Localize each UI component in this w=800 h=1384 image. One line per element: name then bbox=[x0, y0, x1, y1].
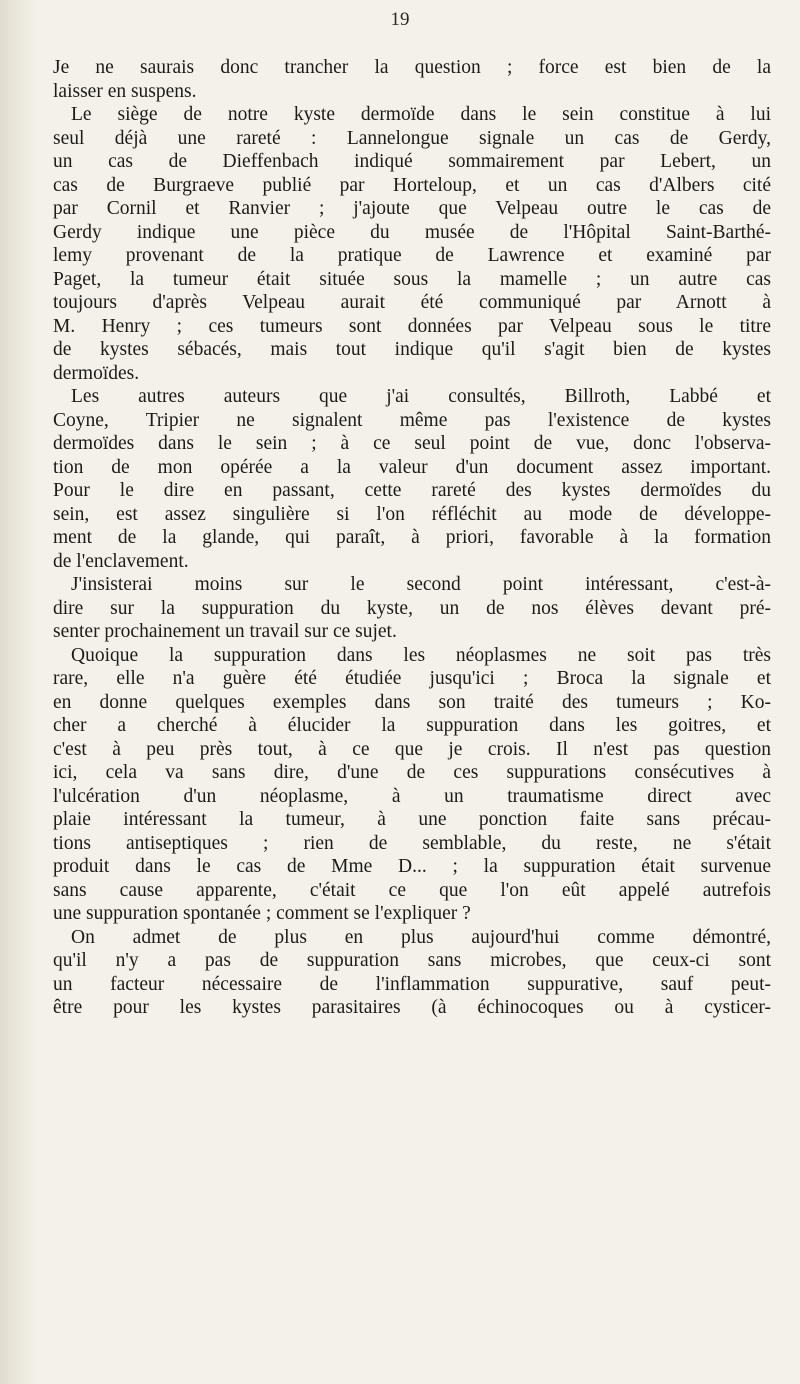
text-line: Les autres auteurs que j'ai consultés, Billroth, Labbé et bbox=[71, 386, 771, 407]
text-line: rare, elle n'a guère été étudiée jusqu'ici ; Broca la signale et bbox=[53, 668, 771, 689]
text-line: sein, est assez singulière si l'on réfléchit au mode de développe- bbox=[53, 503, 771, 525]
paragraph-6 bbox=[53, 926, 771, 1020]
text-line: c'est à peu près tout, à ce que je crois. Il n'est pas question bbox=[53, 738, 771, 760]
text-line: Je ne saurais donc trancher la question ; force est bien de la bbox=[53, 57, 771, 78]
text-line: senter prochainement un travail sur ce sujet. bbox=[53, 621, 397, 642]
text-line: tions antiseptiques ; rien de semblable, du reste, ne s'était bbox=[53, 832, 771, 854]
text-line: plaie intéressant la tumeur, à une ponction faite sans précau- bbox=[53, 809, 771, 830]
text-line: ment de la glande, qui paraît, à priori, favorable à la formation bbox=[53, 527, 771, 548]
text-line: un facteur nécessaire de l'inflammation suppurative, sauf peut- bbox=[53, 973, 771, 995]
text-line: sans cause apparente, c'était ce que l'on eût appelé autrefois bbox=[53, 879, 771, 901]
text-line: lemy provenant de la pratique de Lawrence et examiné par bbox=[53, 245, 771, 266]
text-line: J'insisterai moins sur le second point intéressant, c'est-à- bbox=[71, 574, 771, 595]
page-gutter-shadow bbox=[0, 0, 38, 1384]
text-line: qu'il n'y a pas de suppuration sans microbes, que ceux-ci sont bbox=[53, 950, 771, 971]
text-line: ici, cela va sans dire, d'une de ces suppurations consécutives à bbox=[53, 762, 771, 783]
body-text bbox=[53, 56, 771, 1020]
text-line: tion de mon opérée a la valeur d'un document assez important. bbox=[53, 456, 771, 478]
text-line: On admet de plus en plus aujourd'hui comme démontré, bbox=[71, 926, 771, 948]
text-line: de kystes sébacés, mais tout indique qu'il s'agit bien de kystes bbox=[53, 339, 771, 360]
text-line: Paget, la tumeur était située sous la mamelle ; un autre cas bbox=[53, 268, 771, 290]
text-line: dermoïdes dans le sein ; à ce seul point de vue, donc l'observa- bbox=[53, 433, 771, 454]
paragraph-2 bbox=[53, 103, 771, 385]
text-line: dermoïdes. bbox=[53, 362, 140, 384]
text-line: un cas de Dieffenbach indiqué sommairement par Lebert, un bbox=[53, 151, 771, 172]
paragraph-5 bbox=[53, 644, 771, 926]
text-line: être pour les kystes parasitaires (à échinocoques ou à cysticer- bbox=[53, 997, 771, 1018]
text-line: en donne quelques exemples dans son traité des tumeurs ; Ko- bbox=[53, 691, 771, 713]
text-line: par Cornil et Ranvier ; j'ajoute que Velpeau outre le cas de bbox=[53, 198, 771, 219]
text-line: Gerdy indique une pièce du musée de l'Hôpital Saint-Barthé- bbox=[53, 221, 771, 243]
text-line: produit dans le cas de Mme D... ; la suppuration était survenue bbox=[53, 856, 771, 877]
text-line: une suppuration spontanée ; comment se l'expliquer ? bbox=[53, 903, 471, 924]
text-line: Le siège de notre kyste dermoïde dans le sein constitue à lui bbox=[71, 104, 771, 125]
page-number: 19 bbox=[390, 9, 410, 30]
text-line: dire sur la suppuration du kyste, un de nos élèves devant pré- bbox=[53, 597, 771, 619]
text-line: Quoique la suppuration dans les néoplasmes ne soit pas très bbox=[71, 644, 771, 666]
text-line: cher a cherché à élucider la suppuration dans les goitres, et bbox=[53, 715, 771, 736]
text-line: de l'enclavement. bbox=[53, 550, 189, 572]
text-line: M. Henry ; ces tumeurs sont données par Velpeau sous le titre bbox=[53, 315, 771, 337]
text-line: Coyne, Tripier ne signalent même pas l'existence de kystes bbox=[53, 409, 771, 431]
text-line: laisser en suspens. bbox=[53, 80, 197, 102]
text-line: l'ulcération d'un néoplasme, à un traumatisme direct avec bbox=[53, 785, 771, 807]
text-line: Pour le dire en passant, cette rareté des kystes dermoïdes du bbox=[53, 480, 771, 501]
paragraph-3 bbox=[53, 385, 771, 573]
text-line: cas de Burgraeve publié par Horteloup, et un cas d'Albers cité bbox=[53, 174, 771, 196]
paragraph-4 bbox=[53, 573, 771, 644]
text-line: seul déjà une rareté : Lannelongue signale un cas de Gerdy, bbox=[53, 127, 771, 149]
paragraph-1 bbox=[53, 56, 771, 103]
text-line: toujours d'après Velpeau aurait été communiqué par Arnott à bbox=[53, 292, 771, 313]
